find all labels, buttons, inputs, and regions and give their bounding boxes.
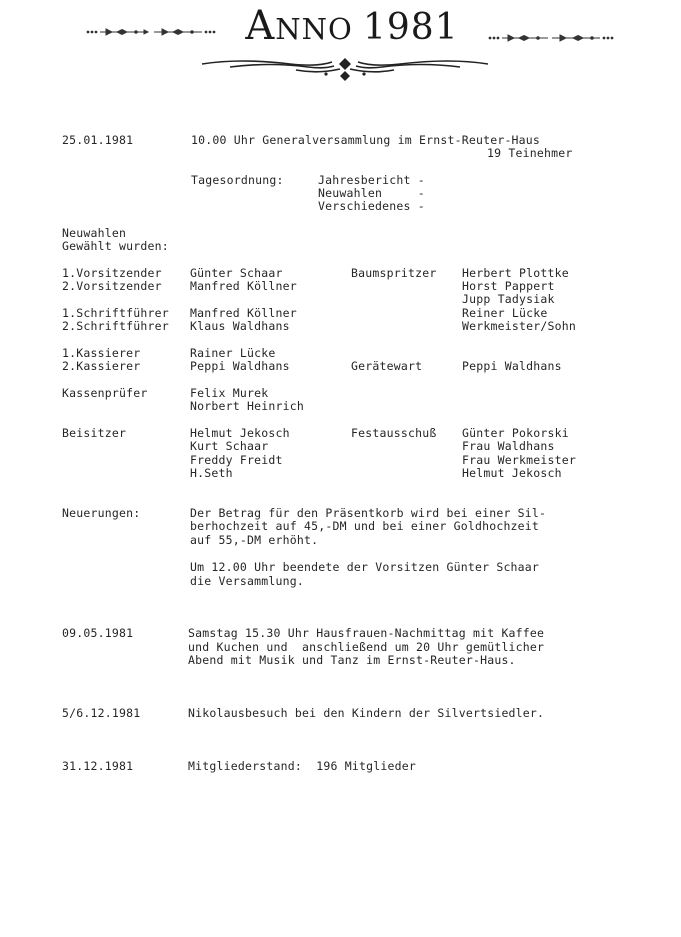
festausschuss-name: Frau Werkmeister: [462, 453, 576, 467]
beisitzer-name: H.Seth: [190, 466, 233, 480]
participants-count: 19 Teinehmer: [487, 146, 573, 160]
role-name: Manfred Köllner: [190, 279, 297, 293]
entry-date-nikolaus: 5/6.12.1981: [62, 706, 141, 720]
neuerungen-label: Neuerungen:: [62, 506, 141, 520]
baumspritzer-name: Werkmeister/Sohn: [462, 319, 576, 333]
role-name: Manfred Köllner: [190, 306, 297, 320]
role-label: 2.Vorsitzender: [62, 279, 162, 293]
baumspritzer-name: Reiner Lücke: [462, 306, 548, 320]
festausschuss-label: Festausschuß: [351, 426, 437, 440]
geraetewart-name: Peppi Waldhans: [462, 359, 562, 373]
neuwahlen-heading: Neuwahlen: [62, 226, 127, 240]
entry-date-mitglieder: 31.12.1981: [62, 759, 134, 773]
closing-line: Um 12.00 Uhr beendete der Vorsitzen Günter Schaar: [190, 560, 540, 574]
role-name: Günter Schaar: [190, 266, 283, 280]
festausschuss-name: Günter Pokorski: [462, 426, 569, 440]
neuerungen-line: Der Betrag für den Präsentkorb wird bei einer Sil-: [190, 506, 547, 520]
nikolaus-text: Nikolausbesuch bei den Kindern der Silvertsiedler.: [188, 706, 545, 720]
right-flourish-ornament: [488, 32, 614, 44]
generalversammlung-text: 10.00 Uhr Generalversammlung im Ernst-Reuter-Haus: [191, 133, 541, 147]
page-title: ANNO 1981: [245, 3, 459, 49]
role-name: Peppi Waldhans: [190, 359, 290, 373]
baumspritzer-name: Horst Pappert: [462, 279, 555, 293]
mitglieder-text: Mitgliederstand: 196 Mitglieder: [188, 759, 416, 773]
beisitzer-name: Freddy Freidt: [190, 453, 283, 467]
kassenpruefer-name: Norbert Heinrich: [190, 399, 304, 413]
beisitzer-name: Kurt Schaar: [190, 439, 269, 453]
role-label: 1.Vorsitzender: [62, 266, 162, 280]
entry-date-generalversammlung: 25.01.1981: [62, 133, 134, 147]
role-label: 2.Kassierer: [62, 359, 141, 373]
hausfrauen-line: und Kuchen und anschließend um 20 Uhr gemütlicher: [188, 640, 545, 654]
agenda-item: Verschiedenes -: [318, 199, 425, 213]
baumspritzer-name: Jupp Tadysiak: [462, 292, 555, 306]
neuerungen-line: berhochzeit auf 45,-DM und bei einer Goldhochzeit: [190, 519, 540, 533]
baumspritzer-label: Baumspritzer: [351, 266, 437, 280]
kassenpruefer-name: Felix Murek: [190, 386, 269, 400]
closing-line: die Versammlung.: [190, 574, 304, 588]
role-name: Rainer Lücke: [190, 346, 276, 360]
neuerungen-line: auf 55,-DM erhöht.: [190, 533, 319, 547]
role-label: 1.Kassierer: [62, 346, 141, 360]
role-label: 1.Schriftführer: [62, 306, 169, 320]
role-name: Klaus Waldhans: [190, 319, 290, 333]
festausschuss-name: Helmut Jekosch: [462, 466, 562, 480]
kassenpruefer-label: Kassenprüfer: [62, 386, 148, 400]
festausschuss-name: Frau Waldhans: [462, 439, 555, 453]
hausfrauen-line: Abend mit Musik und Tanz im Ernst-Reuter-Haus.: [188, 653, 516, 667]
gewaehlt-label: Gewählt wurden:: [62, 239, 169, 253]
beisitzer-label: Beisitzer: [62, 426, 127, 440]
agenda-label: Tagesordnung:: [191, 173, 284, 187]
baumspritzer-name: Herbert Plottke: [462, 266, 569, 280]
beisitzer-name: Helmut Jekosch: [190, 426, 290, 440]
left-flourish-ornament: [86, 26, 216, 38]
agenda-item: Jahresbericht -: [318, 173, 425, 187]
role-label: 2.Schriftführer: [62, 319, 169, 333]
agenda-item: Neuwahlen -: [318, 186, 425, 200]
geraetewart-label: Gerätewart: [351, 359, 423, 373]
hausfrauen-line: Samstag 15.30 Uhr Hausfrauen-Nachmittag mit Kaffee: [188, 626, 545, 640]
title-scroll-ornament: [200, 56, 490, 82]
entry-date-hausfrauen: 09.05.1981: [62, 626, 134, 640]
